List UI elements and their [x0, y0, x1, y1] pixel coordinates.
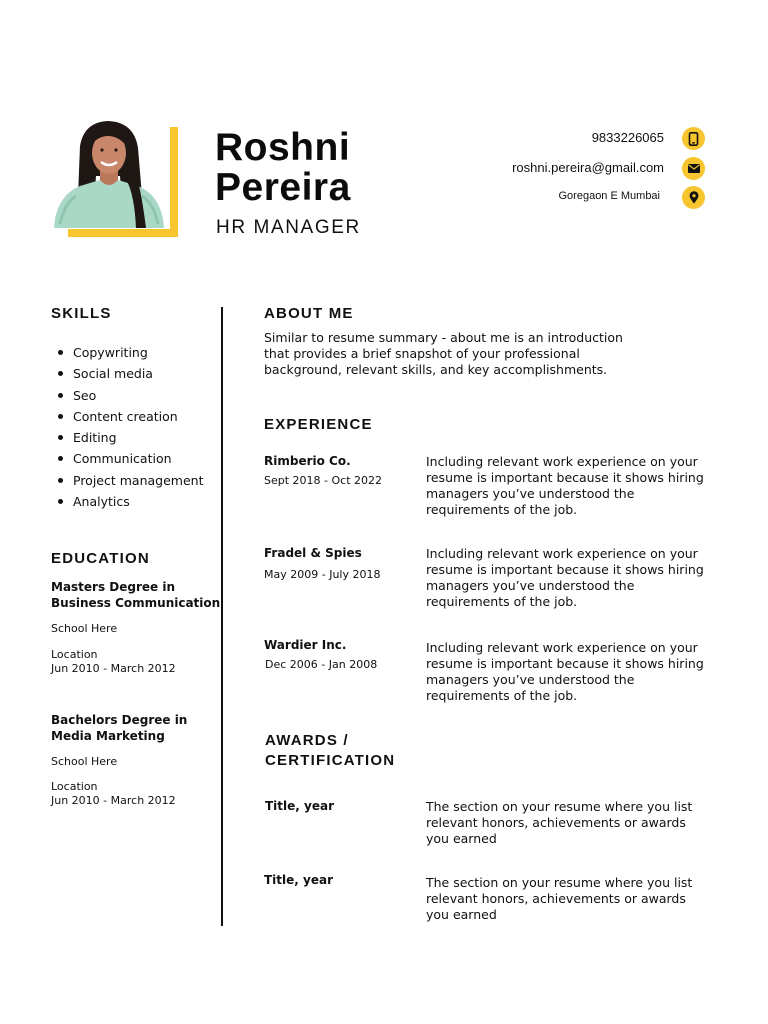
job-description: Including relevant work experience on your resume is important because it shows hiring managers you’ve understood the requirements of the job.: [426, 640, 704, 703]
contact-phone: 9833226065: [591, 130, 664, 145]
award-description: The section on your resume where you list relevant honors, achievements or awards you earned: [426, 799, 693, 846]
phone-icon: [682, 127, 705, 150]
contact-location: Goregaon E Mumbai: [558, 190, 660, 202]
skill-item: Editing: [51, 427, 203, 448]
education-dates: Jun 2010 - March 2012: [51, 662, 176, 675]
company-name: Wardier Inc.: [264, 638, 347, 652]
education-entry: [51, 713, 187, 744]
column-divider: [221, 307, 223, 926]
experience-heading: EXPERIENCE: [264, 416, 373, 433]
candidate-name: [215, 128, 351, 208]
job-dates: Dec 2006 - Jan 2008: [265, 658, 378, 671]
company-name: Fradel & Spies: [264, 546, 362, 560]
degree-line-1: Bachelors Degree in: [51, 713, 188, 727]
skill-item: Copywriting: [51, 342, 203, 363]
contact-email: roshni.pereira@gmail.com: [512, 160, 664, 175]
skills-list: [51, 342, 203, 512]
awards-heading-line-2: CERTIFICATION: [265, 752, 396, 769]
about-heading: ABOUT ME: [264, 305, 354, 322]
job-title: HR MANAGER: [216, 217, 361, 238]
skill-item: Content creation: [51, 406, 203, 427]
skill-item: Analytics: [51, 491, 203, 512]
education-heading: EDUCATION: [51, 550, 150, 567]
school-location: Location: [51, 648, 98, 661]
skill-item: Communication: [51, 448, 203, 469]
skill-item: Social media: [51, 363, 203, 384]
award-description: The section on your resume where you list relevant honors, achievements or awards you earned: [426, 875, 693, 922]
frame-accent-horizontal: [68, 229, 178, 237]
profile-photo-frame: [68, 127, 178, 237]
first-name: Roshni: [215, 126, 351, 169]
last-name: Pereira: [215, 166, 351, 209]
degree-line-2: Media Marketing: [51, 728, 165, 743]
company-name: Rimberio Co.: [264, 454, 351, 468]
job-description: Including relevant work experience on your resume is important because it shows hiring managers you’ve understood the requirements of the job.: [426, 546, 704, 609]
skill-item: Project management: [51, 470, 203, 491]
profile-photo: [50, 116, 168, 228]
job-dates: May 2009 - July 2018: [264, 568, 381, 581]
skill-item: Seo: [51, 385, 203, 406]
degree-line-1: Masters Degree in: [51, 580, 176, 594]
degree-line-2: Business Communication: [51, 595, 221, 610]
school-name: School Here: [51, 622, 118, 635]
map-pin-icon: [682, 186, 705, 209]
school-location: Location: [51, 780, 98, 793]
award-title: Title, year: [265, 799, 334, 813]
envelope-icon: [682, 157, 705, 180]
job-dates: Sept 2018 - Oct 2022: [264, 474, 383, 487]
school-name: School Here: [51, 755, 118, 768]
awards-heading: [265, 731, 395, 771]
skills-heading: SKILLS: [51, 305, 112, 322]
award-title: Title, year: [264, 873, 333, 887]
education-entry: [51, 580, 220, 611]
awards-heading-line-1: AWARDS /: [265, 732, 349, 749]
job-description: Including relevant work experience on your resume is important because it shows hiring managers you’ve understood the requirements of the job.: [426, 454, 704, 517]
frame-accent-vertical: [170, 127, 178, 237]
education-dates: Jun 2010 - March 2012: [51, 794, 176, 807]
about-text: Similar to resume summary - about me is an introduction that provides a brief snapshot of your professional background, relevant skills, and key accomplishments.: [264, 330, 623, 377]
